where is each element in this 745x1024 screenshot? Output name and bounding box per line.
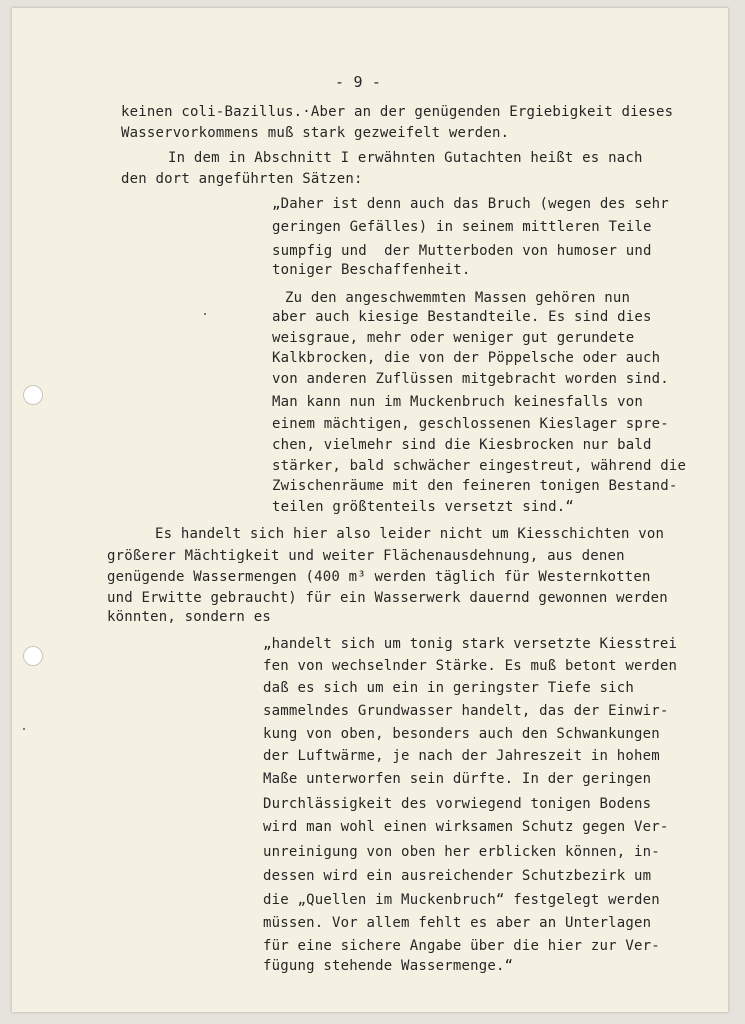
text-line: der Luftwärme, je nach der Jahreszeit in hohem [263, 748, 660, 764]
text-line: könnten, sondern es [107, 609, 271, 625]
text-line: kung von oben, besonders auch den Schwankungen [263, 726, 660, 742]
text-line: Wasservorkommens muß stark gezweifelt werden. [121, 125, 510, 141]
text-line: teilen größtenteils versetzt sind.“ [272, 499, 575, 515]
text-line: unreinigung von oben her erblicken können, in- [263, 844, 660, 860]
text-line: In dem in Abschnitt I erwähnten Gutachten heißt es nach [168, 150, 643, 166]
text-line: geringen Gefälles) in seinem mittleren Teile [272, 219, 652, 235]
text-line: und Erwitte gebraucht) für ein Wasserwerk dauernd gewonnen werden [107, 590, 668, 606]
text-line: sammelndes Grundwasser handelt, das der Einwir- [263, 703, 669, 719]
punch-hole-top [23, 385, 43, 405]
text-line: wird man wohl einen wirksamen Schutz gegen Ver- [263, 819, 669, 835]
text-line: den dort angeführten Sätzen: [121, 171, 363, 187]
text-line: fügung stehende Wassermenge.“ [263, 958, 514, 974]
text-line: fen von wechselnder Stärke. Es muß betont werden [263, 658, 678, 674]
text-line: daß es sich um ein in geringster Tiefe sich [263, 680, 635, 696]
ink-speck [23, 728, 25, 730]
text-line: stärker, bald schwächer eingestreut, während die [272, 458, 687, 474]
text-line: Man kann nun im Muckenbruch keinesfalls von [272, 394, 644, 410]
text-line: für eine sichere Angabe über die hier zur Ver- [263, 938, 660, 954]
punch-hole-bottom [23, 646, 43, 666]
text-line: Zu den angeschwemmten Massen gehören nun [285, 290, 631, 306]
text-line: Durchlässigkeit des vorwiegend tonigen Bodens [263, 796, 652, 812]
text-line: sumpfig und der Mutterboden von humoser und [272, 243, 652, 259]
page-number: - 9 - [335, 73, 382, 91]
text-line: chen, vielmehr sind die Kiesbrocken nur bald [272, 437, 652, 453]
text-line: keinen coli-Bazillus.·Aber an der genügenden Ergiebigkeit dieses [121, 104, 674, 120]
text-line: toniger Beschaffenheit. [272, 262, 471, 278]
text-line: müssen. Vor allem fehlt es aber an Unterlagen [263, 915, 652, 931]
text-line: weisgraue, mehr oder weniger gut gerundete [272, 330, 635, 346]
text-line: Kalkbrocken, die von der Pöppelsche oder auch [272, 350, 661, 366]
text-line: aber auch kiesige Bestandteile. Es sind dies [272, 309, 652, 325]
ink-speck [204, 313, 206, 315]
text-line: Maße unterworfen sein dürfte. In der geringen [263, 771, 652, 787]
text-line: Es handelt sich hier also leider nicht um Kiesschichten von [155, 526, 665, 542]
text-line: „handelt sich um tonig stark versetzte Kiesstrei [263, 636, 678, 652]
text-line: die „Quellen im Muckenbruch“ festgelegt werden [263, 892, 660, 908]
text-line: einem mächtigen, geschlossenen Kieslager spre- [272, 416, 669, 432]
text-line: dessen wird ein ausreichender Schutzbezirk um [263, 868, 652, 884]
text-line: Zwischenräume mit den feineren tonigen Bestand- [272, 478, 678, 494]
text-line: größerer Mächtigkeit und weiter Flächenausdehnung, aus denen [107, 548, 625, 564]
text-line: „Daher ist denn auch das Bruch (wegen des sehr [272, 196, 669, 212]
text-line: von anderen Zuflüssen mitgebracht worden sind. [272, 371, 669, 387]
text-line: genügende Wassermengen (400 m³ werden täglich für Westernkotten [107, 569, 651, 585]
